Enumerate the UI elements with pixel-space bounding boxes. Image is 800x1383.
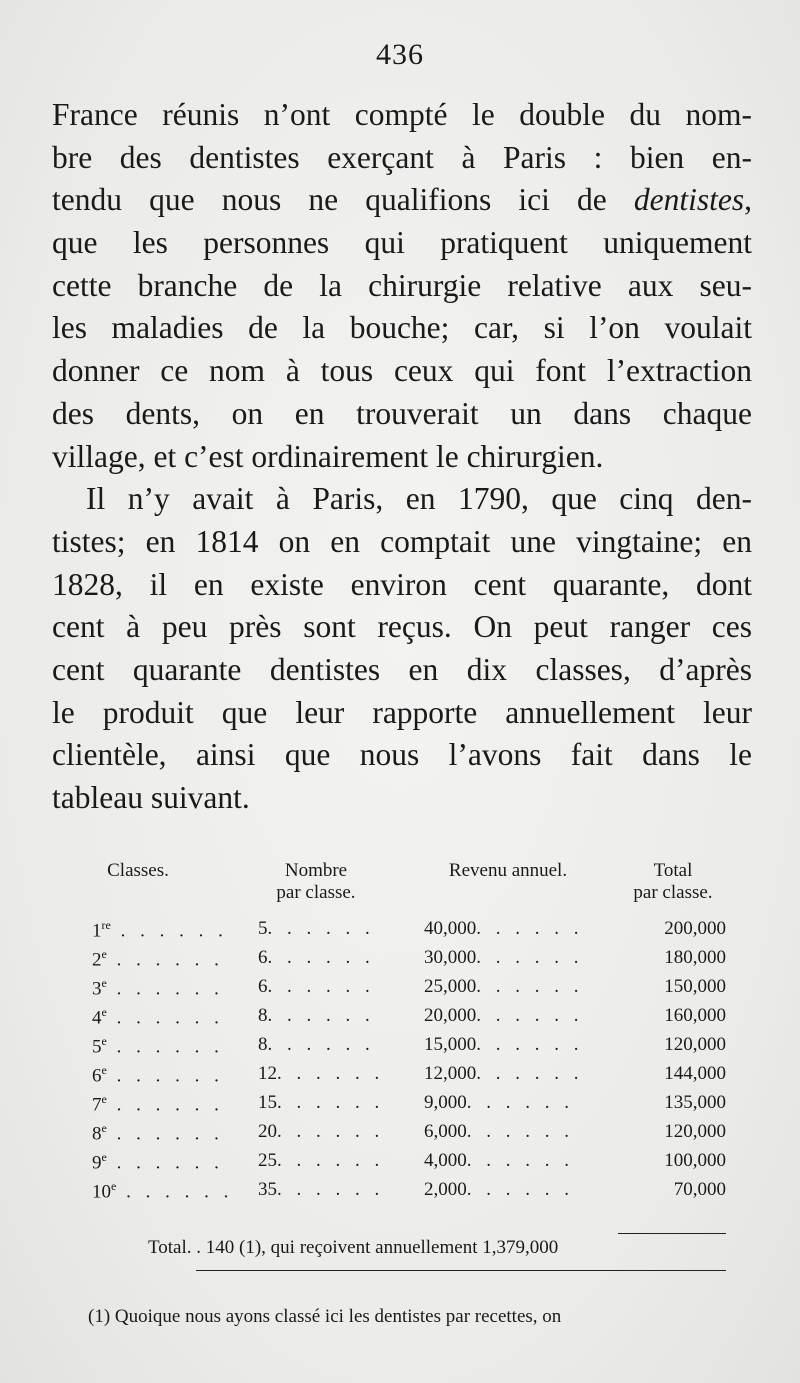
- footnote: (1) Quoique nous ayons classé ici les dentistes par recettes, on: [88, 1306, 562, 1327]
- class-cell: 10e . . . . . .: [92, 1179, 234, 1203]
- count-cell: 25. . . . . .: [258, 1150, 385, 1171]
- count-cell: 8. . . . . .: [258, 1034, 375, 1055]
- table-row: [88, 1179, 738, 1208]
- table-row: [88, 947, 738, 976]
- count-cell: 5. . . . . .: [258, 918, 375, 939]
- text-line: le produit que leur rapporte annuellement leur: [52, 694, 752, 730]
- count-cell: 35. . . . . .: [258, 1179, 385, 1200]
- total-cell: 150,000: [664, 976, 726, 997]
- text-line: France réunis n’ont compté le double du nom-: [52, 97, 752, 132]
- count-cell: 20. . . . . .: [258, 1121, 385, 1142]
- revenue-cell: 6,000. . . . . .: [424, 1121, 574, 1142]
- class-cell: 4e . . . . . .: [92, 1005, 224, 1029]
- revenue-cell: 2,000. . . . . .: [424, 1179, 574, 1200]
- total-rule: [196, 1270, 726, 1271]
- table-row: [88, 1150, 738, 1179]
- table-row: [88, 1063, 738, 1092]
- class-cell: 3e . . . . . .: [92, 976, 224, 1000]
- text-line: clientèle, ainsi que nous l’avons fait dans le: [52, 737, 752, 773]
- total-cell: 160,000: [664, 1005, 726, 1026]
- header-classes: Classes.: [107, 860, 169, 881]
- dentist-classes-table: [88, 860, 738, 1208]
- total-cell: 200,000: [664, 918, 726, 939]
- text-line: tendu que nous ne qualifions ici de dentistes,: [52, 182, 752, 218]
- revenue-cell: 40,000. . . . . .: [424, 918, 584, 939]
- revenue-cell: 12,000. . . . . .: [424, 1063, 584, 1084]
- total-cell: 144,000: [664, 1063, 726, 1084]
- table-row: [88, 918, 738, 947]
- text-line: bre des dentistes exerçant à Paris : bien en-: [52, 139, 752, 175]
- revenue-cell: 25,000. . . . . .: [424, 976, 584, 997]
- total-cell: 70,000: [673, 1179, 726, 1200]
- table-body: [88, 918, 738, 1208]
- text-line: les maladies de la bouche; car, si l’on voulait: [52, 310, 752, 346]
- class-cell: 5e . . . . . .: [92, 1034, 224, 1058]
- revenue-cell: 15,000. . . . . .: [424, 1034, 584, 1055]
- total-cell: 120,000: [664, 1121, 726, 1142]
- total-cell: 135,000: [664, 1092, 726, 1113]
- text-line: Il n’y avait à Paris, en 1790, que cinq den-: [86, 481, 752, 517]
- total-cell: 100,000: [664, 1150, 726, 1171]
- table-header: [88, 860, 738, 918]
- text-line: cette branche de la chirurgie relative aux seu-: [52, 267, 752, 303]
- count-cell: 6. . . . . .: [258, 947, 375, 968]
- text-line: des dents, on en trouverait un dans chaque: [52, 395, 752, 431]
- text-line: 1828, il en existe environ cent quarante, dont: [52, 566, 752, 602]
- class-cell: 1re . . . . . .: [92, 918, 228, 942]
- class-cell: 2e . . . . . .: [92, 947, 224, 971]
- header-revenu: Revenu annuel.: [448, 860, 568, 881]
- class-cell: 9e . . . . . .: [92, 1150, 224, 1174]
- revenue-cell: 9,000. . . . . .: [424, 1092, 574, 1113]
- revenue-cell: 30,000. . . . . .: [424, 947, 584, 968]
- text-line: tistes; en 1814 on en comptait une vingtaine; en: [52, 523, 752, 559]
- class-cell: 7e . . . . . .: [92, 1092, 224, 1116]
- subtotal-rule: [618, 1233, 726, 1234]
- table-row: [88, 1005, 738, 1034]
- table-row: [88, 976, 738, 1005]
- page-number: 436: [376, 38, 424, 71]
- text-line: donner ce nom à tous ceux qui font l’extraction: [52, 353, 752, 389]
- class-cell: 6e . . . . . .: [92, 1063, 224, 1087]
- body-paragraphs: [52, 94, 752, 820]
- table-total-line: Total. . 140 (1), qui reçoivent annuellement 1,379,000: [148, 1237, 559, 1258]
- table-row: [88, 1034, 738, 1063]
- count-cell: 8. . . . . .: [258, 1005, 375, 1026]
- table-row: [88, 1092, 738, 1121]
- count-cell: 6. . . . . .: [258, 976, 375, 997]
- header-total: Total par classe.: [633, 860, 713, 903]
- total-cell: 180,000: [664, 947, 726, 968]
- text-line: que les personnes qui pratiquent uniquement: [52, 225, 752, 261]
- text-line: tableau suivant.: [52, 780, 250, 815]
- revenue-cell: 20,000. . . . . .: [424, 1005, 584, 1026]
- text-line: village, et c’est ordinairement le chirurgien.: [52, 438, 604, 474]
- text-line: cent quarante dentistes en dix classes, d’après: [52, 651, 752, 687]
- total-cell: 120,000: [664, 1034, 726, 1055]
- count-cell: 12. . . . . .: [258, 1063, 385, 1084]
- class-cell: 8e . . . . . .: [92, 1121, 224, 1145]
- header-nombre: Nombre par classe.: [276, 860, 356, 903]
- revenue-cell: 4,000. . . . . .: [424, 1150, 574, 1171]
- text-line: cent à peu près sont reçus. On peut ranger ces: [52, 609, 752, 645]
- count-cell: 15. . . . . .: [258, 1092, 385, 1113]
- table-row: [88, 1121, 738, 1150]
